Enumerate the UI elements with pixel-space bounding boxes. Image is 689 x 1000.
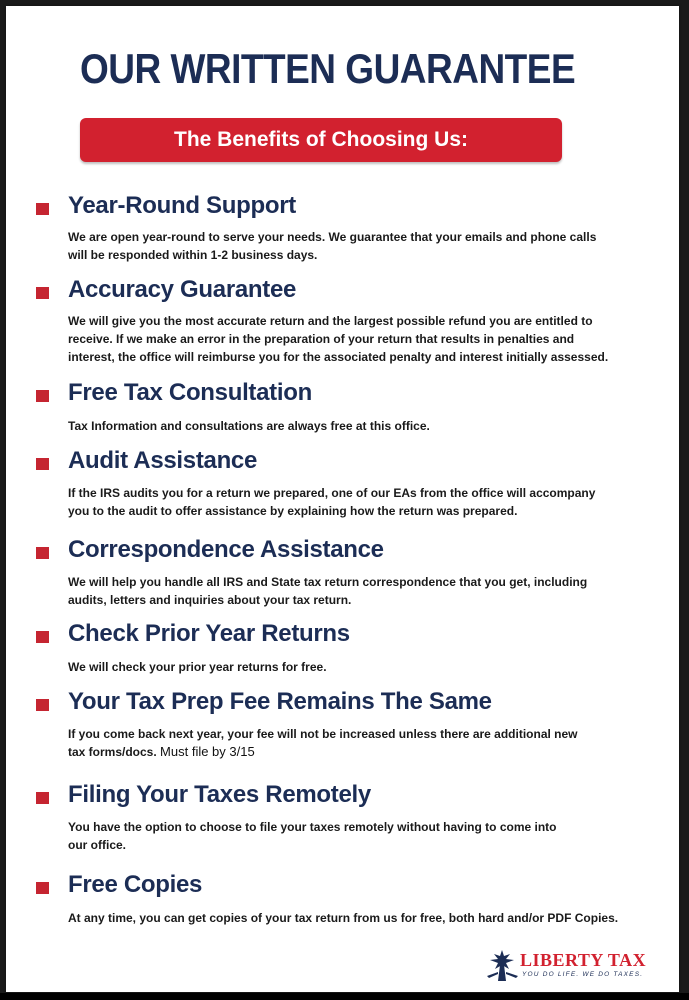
- page-title: OUR WRITTEN GUARANTEE: [80, 46, 576, 92]
- benefit-heading: Check Prior Year Returns: [68, 620, 350, 647]
- benefit-heading: Filing Your Taxes Remotely: [68, 781, 371, 808]
- filing-deadline-note: Must file by 3/15: [160, 744, 255, 759]
- benefit-text: [68, 658, 668, 676]
- benefit-text: [68, 228, 668, 264]
- bullet-marker: [36, 458, 49, 470]
- bullet-marker: [36, 792, 49, 804]
- benefit-text-line: You have the option to choose to file your taxes remotely without having to come into: [68, 820, 557, 834]
- bullet-marker: [36, 631, 49, 643]
- benefit-text-line: We will check your prior year returns for free.: [68, 660, 327, 674]
- benefit-heading: Free Copies: [68, 871, 203, 898]
- benefit-text-line: you to the audit to offer assistance by explaining how the return was prepared.: [68, 504, 518, 518]
- benefit-text: [68, 725, 668, 761]
- benefit-heading: Your Tax Prep Fee Remains The Same: [68, 688, 492, 715]
- benefit-text: [68, 484, 668, 520]
- benefit-text-line: At any time, you can get copies of your tax return from us for free, both hard and/or PDF Copies.: [68, 911, 619, 925]
- guarantee-poster: [6, 6, 679, 992]
- statue-of-liberty-icon: [484, 948, 520, 982]
- benefit-text: [68, 818, 668, 854]
- benefit-heading: Accuracy Guarantee: [68, 276, 297, 303]
- bullet-marker: [36, 882, 49, 894]
- bullet-marker: [36, 390, 49, 402]
- benefit-heading: Free Tax Consultation: [68, 379, 312, 406]
- benefit-heading: Year-Round Support: [68, 192, 296, 219]
- bullet-marker: [36, 547, 49, 559]
- benefit-text-line: our office.: [68, 838, 127, 852]
- liberty-tax-logo: [484, 948, 662, 984]
- bullet-marker: [36, 699, 49, 711]
- benefit-text-line: We will give you the most accurate return and the largest possible refund you are entitled to: [68, 314, 593, 328]
- benefit-text: [68, 573, 668, 609]
- logo-wordmark: LIBERTY TAX: [520, 950, 647, 970]
- benefit-text-line: audits, letters and inquiries about your tax return.: [68, 593, 352, 607]
- benefit-text: [68, 312, 668, 366]
- benefit-text-line: If the IRS audits you for a return we prepared, one of our EAs from the office will accompany: [68, 486, 596, 500]
- benefit-text-line: will be responded within 1-2 business days.: [68, 248, 318, 262]
- bullet-marker: [36, 203, 49, 215]
- logo-tagline: YOU DO LIFE. WE DO TAXES.: [522, 971, 644, 978]
- benefit-text-line: receive. If we make an error in the preparation of your return that results in penalties and: [68, 332, 575, 346]
- benefit-text-line: We are open year-round to serve your needs. We guarantee that your emails and phone calls: [68, 230, 597, 244]
- benefit-heading: Audit Assistance: [68, 447, 258, 474]
- bottom-edge: [0, 993, 689, 1000]
- benefit-heading: Correspondence Assistance: [68, 536, 384, 563]
- benefit-text: [68, 417, 668, 435]
- benefit-text-line: tax forms/docs.: [68, 745, 157, 759]
- benefit-text-line: interest, the office will reimburse you for the associated penalty and interest initially assessed.: [68, 350, 609, 364]
- benefit-text: [68, 909, 668, 927]
- benefits-banner: The Benefits of Choosing Us:: [80, 118, 562, 162]
- benefit-text-line: If you come back next year, your fee will not be increased unless there are additional new: [68, 727, 578, 741]
- bullet-marker: [36, 287, 49, 299]
- benefit-text-line: Tax Information and consultations are always free at this office.: [68, 419, 430, 433]
- benefit-text-line: We will help you handle all IRS and State tax return correspondence that you get, including: [68, 575, 588, 589]
